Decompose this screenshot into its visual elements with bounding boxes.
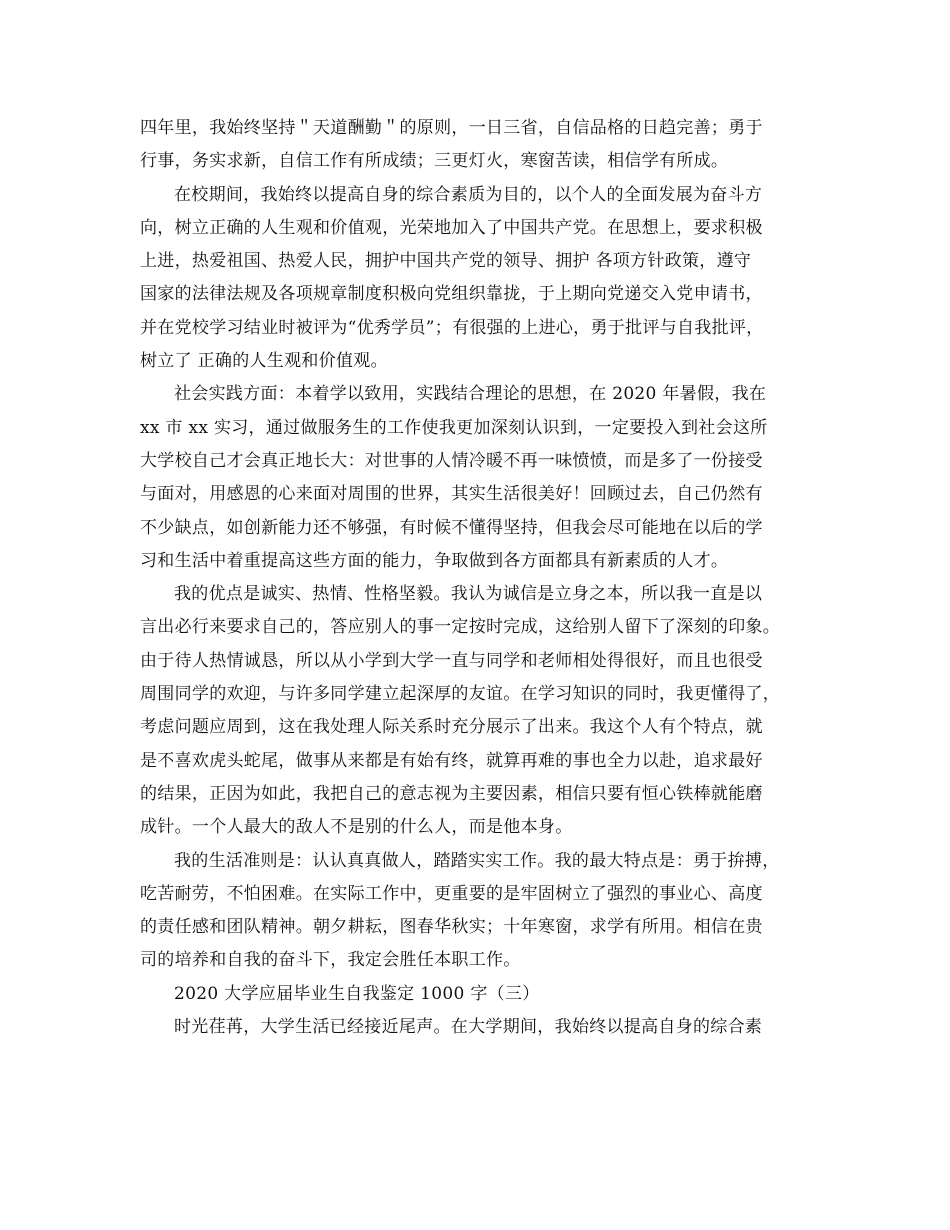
- text-line: 言出必行来要求自己的，答应别人的事一定按时完成，这给别人留下了深刻的印象。: [140, 617, 781, 638]
- text-line: 并在党校学习结业时被评为“优秀学员”；有很强的上进心，勇于批评与自我批评，: [140, 317, 764, 338]
- text-line: 司的培养和自我的奋斗下，我定会胜任本职工作。: [140, 950, 521, 971]
- text-line: 行事，务实求新，自信工作有所成绩；三更灯火，寒窗苦读，相信学有所成。: [140, 151, 729, 172]
- text-line: 成针。一个人最大的敌人不是别的什么人，而是他本身。: [140, 817, 573, 838]
- text-line: 的结果，正因为如此，我把自己的意志视为主要因素，相信只要有恒心铁棒就能磨: [140, 783, 763, 804]
- document-body: [140, 112, 820, 1044]
- text-line: 上进，热爱祖国、热爱人民，拥护中国共产党的领导、拥护 各项方针政策，遵守: [140, 251, 752, 272]
- text-line: 是不喜欢虎头蛇尾，做事从来都是有始有终，就算再难的事也全力以赴，追求最好: [140, 750, 763, 771]
- paragraph-start-line: 我的优点是诚实、热情、性格坚毅。我认为诚信是立身之本，所以我一直是以: [174, 584, 763, 605]
- paragraph-start-line: 时光荏苒，大学生活已经接近尾声。在大学期间，我始终以提高自身的综合素: [174, 1017, 763, 1038]
- text-line: 的责任感和团队精神。朝夕耕耘，图春华秋实；十年寒窗，求学有所用。相信在贵: [140, 917, 763, 938]
- text-line: 吃苦耐劳，不怕困难。在实际工作中，更重要的是牢固树立了强烈的事业心、高度: [140, 883, 763, 904]
- text-line: 习和生活中着重提高这些方面的能力，争取做到各方面都具有新素质的人才。: [140, 550, 729, 571]
- text-line: 周围同学的欢迎，与许多同学建立起深厚的友谊。在学习知识的同时，我更懂得了，: [140, 684, 781, 705]
- text-line: 四年里，我始终坚持＂天道酬勤＂的原则，一日三省，自信品格的日趋完善；勇于: [140, 118, 763, 138]
- paragraph-start-line: 社会实践方面：本着学以致用，实践结合理论的思想，在 2020 年暑假，我在: [174, 384, 767, 405]
- paragraph-start-line: 在校期间，我始终以提高自身的综合素质为目的，以个人的全面发展为奋斗方: [174, 184, 763, 205]
- text-line: 与面对，用感恩的心来面对周围的世界，其实生活很美好！回顾过去，自己仍然有: [140, 484, 763, 505]
- text-line: 国家的法律法规及各项规章制度积极向党组织靠拢，于上期向党递交入党申请书，: [140, 284, 763, 305]
- text-line: 考虑问题应周到，这在我处理人际关系时充分展示了出来。我这个人有个特点，就: [140, 717, 763, 738]
- section-heading: 2020 大学应届毕业生自我鉴定 1000 字（三）: [174, 983, 540, 1004]
- text-line: xx 市 xx 实习，通过做服务生的工作使我更加深刻认识到，一定要投入到社会这所: [140, 417, 768, 438]
- text-line: 不少缺点，如创新能力还不够强，有时候不懂得坚持，但我会尽可能地在以后的学: [140, 517, 763, 538]
- text-line: 由于待人热情诚恳，所以从小学到大学一直与同学和老师相处得很好，而且也很受: [140, 650, 763, 671]
- paragraph-start-line: 我的生活准则是：认认真真做人，踏踏实实工作。我的最大特点是：勇于拚搏，: [174, 850, 780, 871]
- text-line: 向，树立正确的人生观和价值观，光荣地加入了中国共产党。在思想上，要求积极: [140, 217, 763, 238]
- text-line: 树立了 正确的人生观和价值观。: [140, 351, 388, 372]
- text-line: 大学校自己才会真正地长大：对世事的人情冷暖不再一味愤愤，而是多了一份接受: [140, 450, 763, 471]
